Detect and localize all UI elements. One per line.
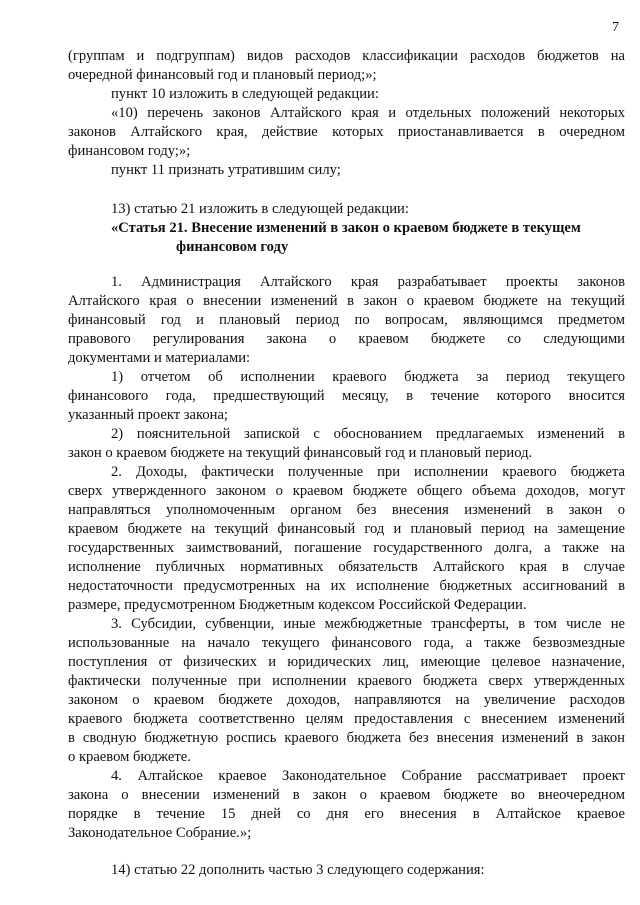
text-line: документами и материалами:: [68, 350, 251, 366]
text-line: «10) перечень законов Алтайского края и отдельных положений некоторых: [111, 105, 625, 121]
text-line: государственных заимствований, погашение государственного долга, а также на: [68, 540, 625, 556]
text-line: 1) отчетом об исполнении краевого бюджета за период текущего: [111, 369, 625, 385]
text-line: 14) статью 22 дополнить частью 3 следующего содержания:: [111, 862, 485, 878]
text-line: исполнение публичных нормативных обязательств Алтайского края в случае: [68, 559, 625, 575]
text-line: недостаточности предусмотренных на их исполнение бюджетных ассигнований в: [68, 578, 625, 594]
text-line: финансовом году;»;: [68, 143, 191, 159]
text-line: о краевом бюджете.: [68, 749, 191, 765]
text-line: краевом бюджете на текущий финансовый год и плановый период на замещение: [68, 521, 625, 537]
text-line: направляться уполномоченным органом без внесения изменений в закон о: [68, 502, 625, 518]
text-line: 2. Доходы, фактически полученные при исполнении краевого бюджета: [111, 464, 625, 480]
text-line: правового регулирования закона о краевом бюджете со следующими: [68, 331, 625, 347]
text-line: размере, предусмотренном Бюджетным кодексом Российской Федерации.: [68, 597, 527, 613]
text-line: финансовый год и плановый период по вопросам, являющимся предметом: [68, 312, 625, 328]
text-line: 1. Администрация Алтайского края разрабатывает проекты законов: [111, 274, 625, 290]
text-line: (группам и подгруппам) видов расходов классификации расходов бюджетов на: [68, 48, 625, 64]
text-line: использованные на начало текущего финансового года, а также безвозмездные: [68, 635, 625, 651]
text-line: 13) статью 21 изложить в следующей редакции:: [111, 201, 409, 217]
text-line: порядке в течение 15 дней со дня его внесения в Алтайское краевое: [68, 806, 625, 822]
text-line: поступления от физических и юридических лиц, имеющие целевое назначение,: [68, 654, 625, 670]
text-line: закон о краевом бюджете на текущий финансовый год и плановый период.: [68, 445, 533, 461]
text-line: 4. Алтайское краевое Законодательное Собрание рассматривает проект: [111, 768, 625, 784]
text-line: 2) пояснительной запиской с обоснованием предлагаемых изменений в: [111, 426, 625, 442]
text-line: законом о краевом бюджете доходов, направляются на увеличение расходов: [68, 692, 625, 708]
text-line: финансового года, предшествующий месяцу, в течение которого вносится: [68, 388, 625, 404]
article-heading: финансовом году: [176, 239, 289, 255]
text-line: пункт 10 изложить в следующей редакции:: [111, 86, 379, 102]
text-line: очередной финансовый год и плановый период;»;: [68, 67, 377, 83]
text-line: фактически полученные при исполнении краевого бюджета сверх утвержденных: [68, 673, 625, 689]
text-line: законов Алтайского края, действие которых приостанавливается в очередном: [68, 124, 625, 140]
page-number: 7: [612, 20, 619, 35]
text-line: закона о внесении изменений в закон о краевом бюджете во внеочередном: [68, 787, 625, 803]
text-line: 3. Субсидии, субвенции, иные межбюджетные трансферты, в том числе не: [111, 616, 625, 632]
text-line: Алтайского края о внесении изменений в закон о краевом бюджете на текущий: [68, 293, 625, 309]
article-heading: «Статья 21. Внесение изменений в закон о краевом бюджете в текущем: [111, 220, 581, 236]
text-line: пункт 11 признать утратившим силу;: [111, 162, 341, 178]
text-line: Законодательное Собрание.»;: [68, 825, 252, 841]
text-line: указанный проект закона;: [68, 407, 228, 423]
text-line: сверх утвержденного законом о краевом бюджете общего объема доходов, могут: [68, 483, 625, 499]
text-line: краевого бюджета соответственно целям предоставления с внесением изменений: [68, 711, 625, 727]
text-line: в сводную бюджетную роспись краевого бюджета без внесения изменений в закон: [68, 730, 625, 746]
